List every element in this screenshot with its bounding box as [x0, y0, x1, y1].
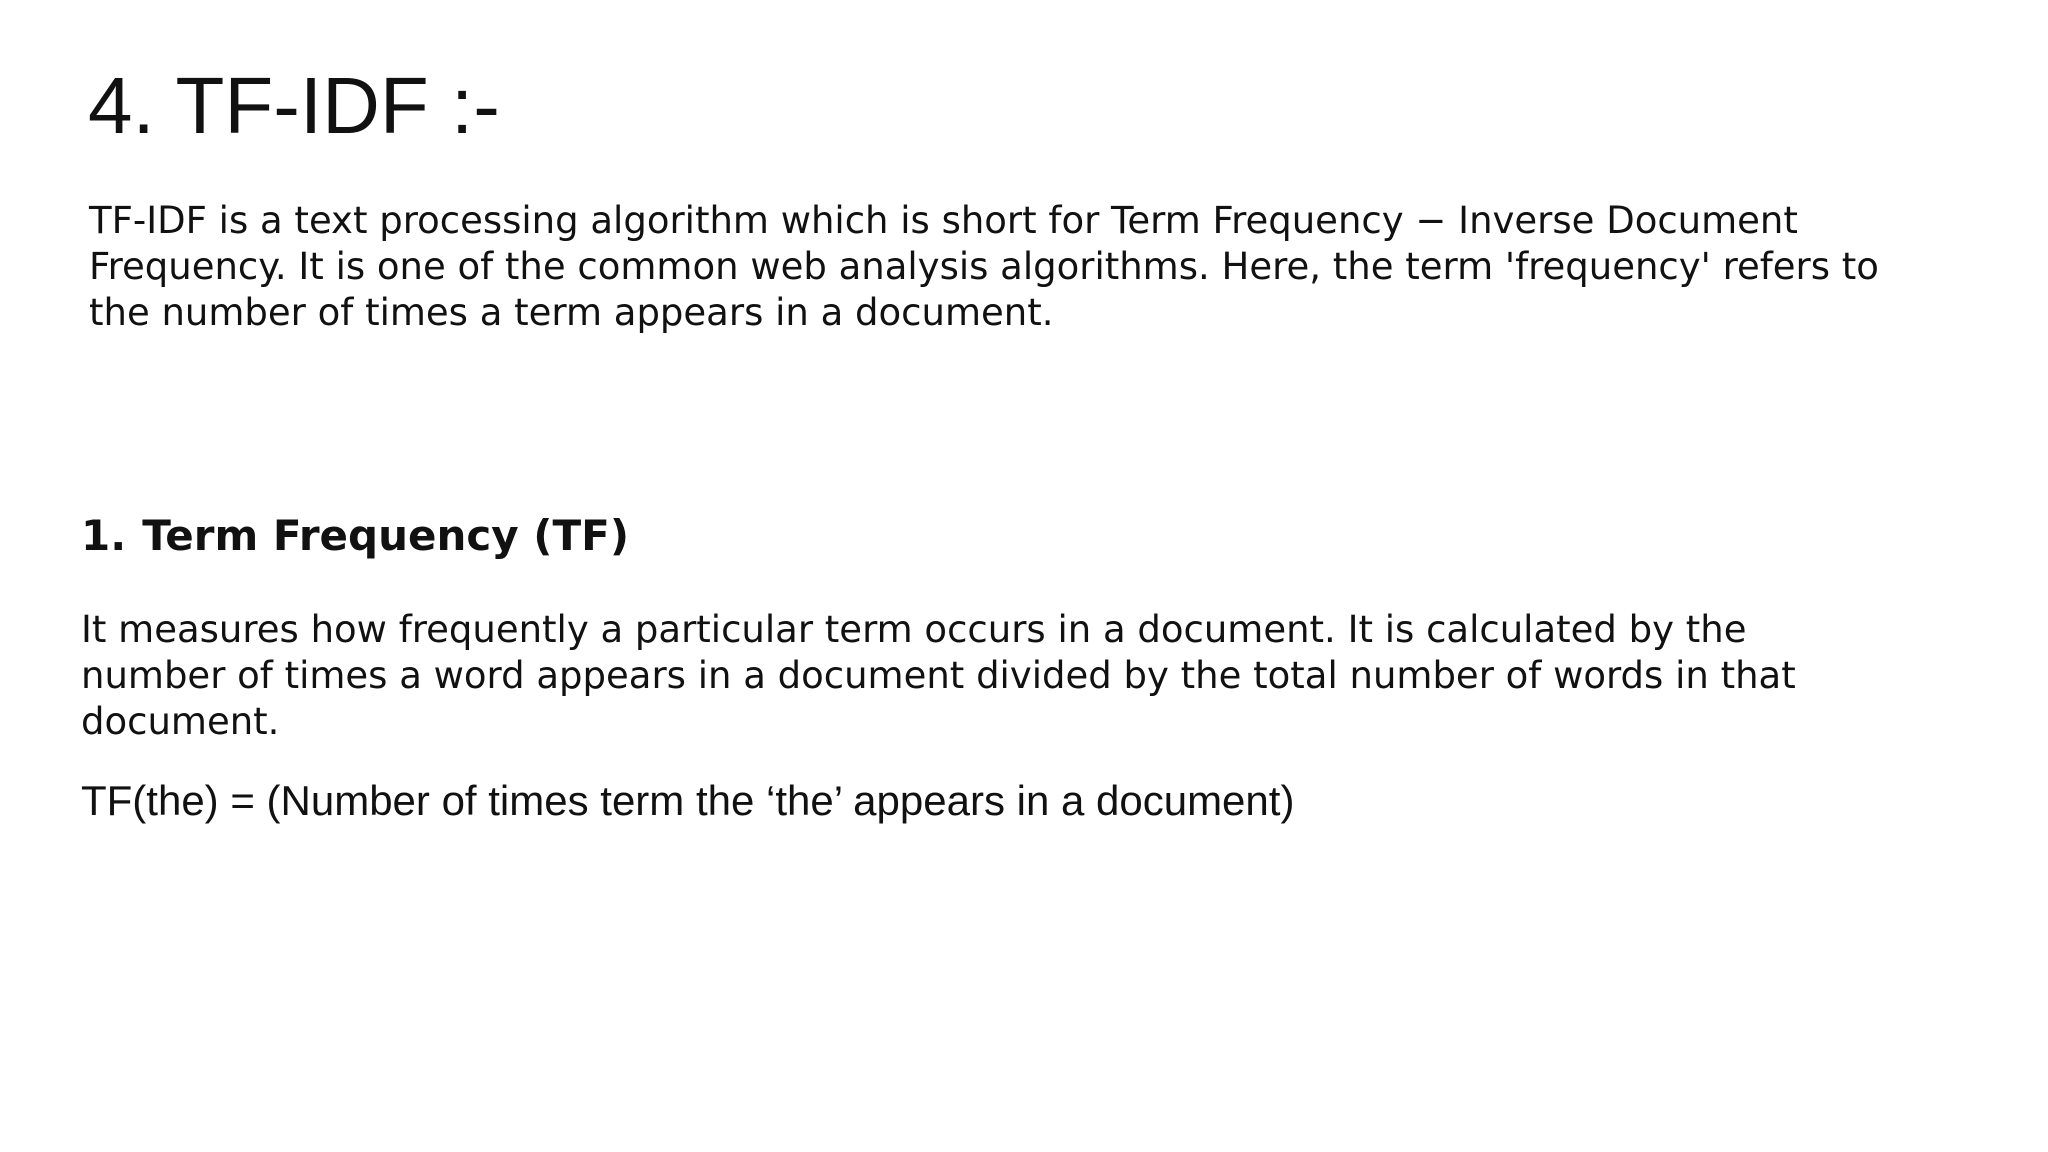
section-body [81, 607, 2021, 745]
section-body-line: It measures how frequently a particular term occurs in a document. It is calculated by the [81, 608, 1747, 651]
section-body-line: number of times a word appears in a document divided by the total number of words in that [81, 654, 1796, 697]
section-body-line: document. [81, 700, 280, 743]
intro-line: the number of times a term appears in a document. [89, 291, 1054, 334]
intro-paragraph [89, 198, 2029, 336]
intro-line: TF-IDF is a text processing algorithm which is short for Term Frequency − Inverse Document [89, 199, 1798, 242]
section-heading-text: Term Frequency (TF) [142, 511, 630, 560]
slide-title: 4. TF-IDF :- [88, 61, 500, 150]
section-number: 1. [81, 511, 127, 560]
section-heading [81, 508, 629, 564]
tf-formula: TF(the) = (Number of times term the ‘the’ appears in a document) [81, 777, 1295, 824]
intro-line: Frequency. It is one of the common web analysis algorithms. Here, the term 'frequency' refers to [89, 245, 1879, 288]
